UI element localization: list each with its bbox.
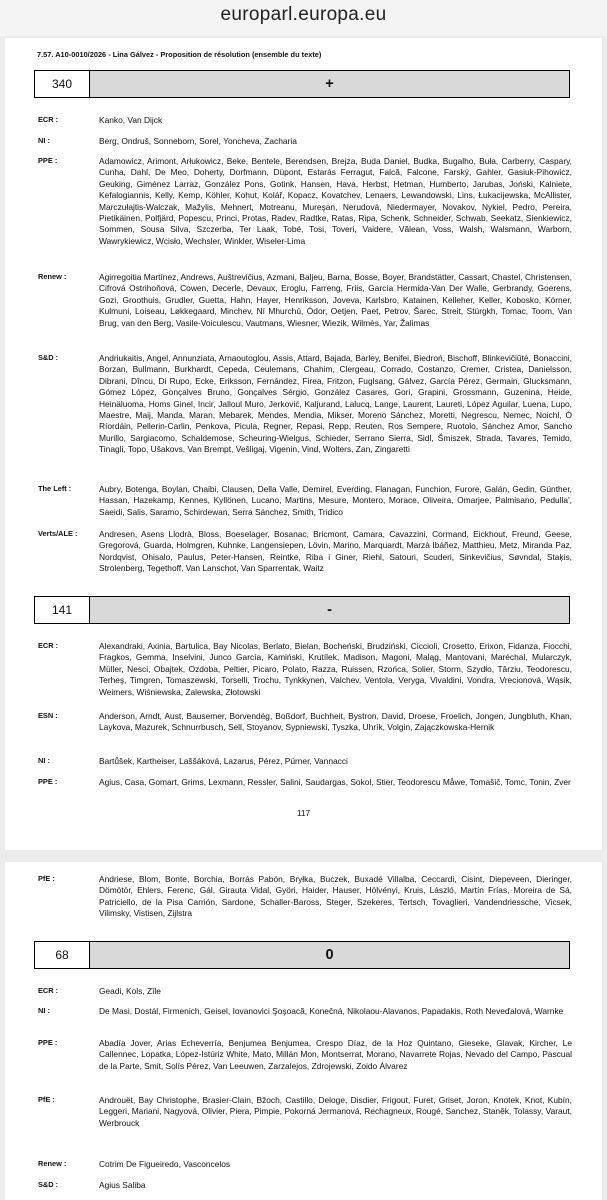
group-name: ECR : <box>38 115 59 124</box>
group-members: Androuët, Bay Christophe, Brasier-Clain, Bžoch, Castillo, Deloge, Disdier, Frigout, Furet, Griset, Joron, Knotek, Knot, Kubín, Leggeri, Mariani, Nagyová, Olivier, Piera, Pimpie, Pokorná Jermanová, Rechagneux, Rougé, Sanchez, Staněk, Tolassy, Varaut, Werbrouck <box>99 1095 572 1128</box>
group-row <box>38 156 572 247</box>
group-members: Andriukaitis, Angel, Annunziata, Arnaoutoglou, Assis, Attard, Bajada, Barley, Benifei, Biedroń, Bischoff, Blinkevičiūtė, Bonaccini, Borzan, Bullmann, Burkhardt, Cepeda, Ceulemans, Chahim, Clergeau, Corrado, Costanzo, Cremer, Cristea, Danielsson, Dibrani, Dîncu, Di Rupo, Ecke, Eriksson, Fernández, Firea, Fritzon, Fuglsang, Gálvez, García Pérez, Germain, Glucksmann, Gómez López, Gonçalves Bruno, Gonçalves Sérgio, González Casares, Gori, Grapini, Grossmann, Guzenina, Heide, Heinäluoma, Homs Ginel, Incir, Jalloul Muro, Jerković, Kaljurand, Lalucq, Lange, Laurent, Laureti, López Aguilar, Luena, Lupo, Maestre, Maij, Manda, Maran, Mebarek, Mendes, Mendia, Mikser, Moreno Sánchez, Moretti, Negrescu, Nemec, Noichl, Ó Ríordáin, Pellerin-Carlin, Penkova, Picula, Regner, Repasi, Repp, Reuten, Ros Sempere, Ruotolo, Sánchez Amor, Sancho Murillo, Sargiacomo, Schaldemose, Scheuring-Wielgus, Schieder, Serrano Sierra, Sidl, Šmiszek, Strada, Tavares, Temido, Tinagli, Topo, Ušakovs, Van Brempt, Vešligaj, Vigenin, Vind, Wolters, Zan, Zingaretti <box>99 353 572 455</box>
document-page-1 <box>5 38 602 850</box>
group-name: NI : <box>38 1006 50 1015</box>
group-name: PPE : <box>38 777 58 786</box>
group-row <box>38 1095 572 1129</box>
group-name: Verts/ALE : <box>38 529 78 538</box>
group-row <box>38 986 572 997</box>
group-row <box>38 1159 572 1170</box>
group-row <box>38 484 572 518</box>
group-name: PPE : <box>38 156 58 165</box>
url-text: europarl.europa.eu <box>220 4 387 25</box>
group-members: Alexandraki, Axinia, Bartulica, Bay Nicolas, Berlato, Bielan, Bocheński, Brudziński, Ciccioli, Crosetto, Erixon, Fidanza, Fiocchi, Fragkos, Gemma, Inselvini, Junco García, Kamiński, Krutílek, Madison, Magoni, Maląg, Mantovani, Maréchal, Mularczyk, Müller, Nesci, Obajtek, Ozdoba, Peltier, Picaro, Polato, Razza, Ruissen, Rzońca, Solier, Storm, Szydło, Târziu, Teodorescu, Terheş, Timgren, Tomaszewski, Torselli, Trochu, Tynkkynen, Valchev, Ventola, Veryga, Vivaldini, Vondra, Vrecionová, Wąsik, Weimers, Wiśniewska, Zalewska, Złotowski <box>99 641 572 697</box>
group-row <box>38 136 572 147</box>
group-members: Andresen, Asens Llodrà, Bloss, Boeselager, Bosanac, Bricmont, Camara, Cavazzini, Cormand, Eickhout, Freund, Geese, Gregorová, Guarda, Holmgren, Kuhnke, Langensiepen, Lövin, Marino, Marquardt, Marzà Ibáñez, Matthieu, Metz, Miranda Paz, Nordqvist, Ohisalo, Paulus, Peter-Hansen, Reintke, Riba i Giner, Riehl, Satouri, Scuderi, Sinkevičius, Søvndal, Staķis, Strolenberg, Tegethoff, Van Lanschot, Van Sparrentak, Waitz <box>99 529 572 574</box>
group-name: Renew : <box>38 272 67 281</box>
group-members: Cotrim De Figueiredo, Vasconcelos <box>99 1159 231 1169</box>
group-members: Kanko, Van Dijck <box>99 115 163 125</box>
group-members: Agirregoitia Martínez, Andrews, Auštrevičius, Azmani, Baljeu, Barna, Bosse, Boyer, Brandstätter, Cassart, Chastel, Christensen, Cifrová Ostrihoňová, Cowen, Decerle, Devaux, Eroglu, Farreng, Friis, García Hermida-Van Der Walle, Gerbrandy, Goerens, Gozi, Groothuis, Grudler, Guetta, Hahn, Hayer, Henriksson, Joveva, Karlsbro, Katainen, Kelleher, Keller, Kobosko, Körner, Kulmuni, Loiseau, Løkkegaard, Minchev, Ní Mhurchú, Ódor, Oetjen, Paet, Petrov, Šarec, Streit, Stürgkh, Tomac, Toom, Van Brug, van den Berg, Vasile-Voiculescu, Vautmans, Wiesner, Wiezik, Wilmès, Yar, Žalimas <box>99 272 572 328</box>
group-name: PfE : <box>38 1095 55 1104</box>
group-row <box>38 115 572 126</box>
group-members: Aubry, Botenga, Boylan, Chaibi, Clausen, Della Valle, Demirel, Everding, Flanagan, Funchion, Furore, Galán, Gedin, Günther, Hassan, Hazekamp, Kennes, Kyllönen, Lucano, Martins, Mesure, Montero, Morace, Oliveira, Omarjee, Palmisano, Pedulla', Saeidi, Salis, Saramo, Schirdewan, Serra Sánchez, Smith, Tridico <box>99 484 572 517</box>
group-name: ECR : <box>38 641 59 650</box>
vote-result-for <box>34 70 570 98</box>
group-row <box>38 777 572 788</box>
group-name: ESN : <box>38 711 58 720</box>
group-row <box>38 874 572 920</box>
vote-symbol: + <box>90 71 569 97</box>
group-row <box>38 1038 572 1072</box>
group-name: Renew : <box>38 1159 67 1168</box>
group-name: ECR : <box>38 986 59 995</box>
vote-count: 340 <box>35 71 90 97</box>
browser-url-bar[interactable] <box>0 0 607 36</box>
group-name: The Left : <box>38 484 72 493</box>
vote-result-abstention <box>34 941 570 969</box>
group-name: PfE : <box>38 874 55 883</box>
group-name: S&D : <box>38 353 59 362</box>
vote-symbol: - <box>90 597 569 623</box>
group-members: Agius, Casa, Gomart, Grims, Lexmann, Ressler, Salini, Saudargas, Sokol, Stier, Teodorescu Måwe, Tomašič, Tomc, Tonin, Zver <box>99 777 571 787</box>
vote-count: 141 <box>35 597 90 623</box>
group-name: PPE : <box>38 1038 58 1047</box>
vote-symbol: 0 <box>90 942 569 968</box>
group-row <box>38 353 572 456</box>
group-members: Anderson, Arndt, Aust, Bausemer, Borvendég, Boßdorf, Buchheit, Bystron, David, Droese, Froelich, Jongen, Jungbluth, Khan, Laykova, Mazurek, Schnurrbusch, Sell, Stoyanov, Sypniewski, Tyszka, Uhrík, Volgin, Zajączkowska-Hernik <box>99 711 572 733</box>
group-members: Abadía Jover, Arias Echeverría, Benjumea Benjumea, Crespo Díaz, de la Hoz Quintano, Gieseke, Glavak, Kircher, Le Callennec, Lopatka, López-Istúriz White, Mato, Millán Mon, Montserrat, Morano, Navarrete Rojas, Nevado del Campo, Pascual de la Parte, Smit, Solís Pérez, Van Leeuwen, Zarzalejos, Zdrojewski, Zoido Álvarez <box>99 1038 572 1071</box>
group-members: Agius Saliba <box>99 1180 146 1190</box>
group-members: Adamowicz, Arimont, Arłukowicz, Beke, Bentele, Berendsen, Brejza, Buda Daniel, Budka, Bugalho, Buła, Carberry, Caspary, Cunha, Dahl, De Meo, Doherty, Dorfmann, Düpont, Estarás Ferragut, Falcă, Falcone, Farský, Gahler, Gasiuk-Pihowicz, Geuking, Giménez Larraz, González Pons, Gotink, Hansen, Hava, Herbst, Hetman, Humberto, Jarubas, Joński, Kalniete, Kefalogiannis, Kelly, Kemp, Köhler, Kohut, Kolář, Kopacz, Kovatchev, Lenaers, Lewandowski, Lins, Łukacijewska, McAllister, Marczułajtis-Walczak, Mažylis, Mehnert, Motreanu, Mureşan, Nerudová, Niedermayer, Novakov, Nykiel, Pedro, Pereira, Pietikäinen, Polfjärd, Popescu, Princi, Protas, Radev, Radtke, Ratas, Ripa, Schenk, Schneider, Schwab, Seekatz, Sienkiewicz, Sommen, Sousa Silva, Szczerba, Ter Laak, Tobé, Tosi, Toveri, Vaidere, Vălean, Voss, Walsh, Walsmann, Warborn, Wawrykiewicz, Wcisło, Wechsler, Winkler, Wiseler-Lima <box>99 156 572 246</box>
group-name: NI : <box>38 756 50 765</box>
group-row <box>38 529 572 575</box>
vote-count: 68 <box>35 942 90 968</box>
vote-title: 7.57. A10-0010/2026 - Lina Gálvez - Proposition de résolution (ensemble du texte) <box>37 50 322 59</box>
group-row <box>38 272 572 329</box>
group-members: Andriese, Blom, Bonte, Borchia, Borrás Pabón, Bryłka, Buczek, Buxadé Villalba, Ceccardi, Cisint, Diepeveen, Dieringer, Dömötör, Ehlers, Ferenc, Gál, Girauta Vidal, Györi, Haider, Hauser, Hölvényi, Kruis, László, Martín Frías, Moreira de Sá, Patriciello, de la Pisa Carrión, Sardone, Schaller-Baross, Steger, Szekeres, Tertsch, Tovaglieri, Vandendriessche, Vicsek, Vilimsky, Vistisen, Zijlstra <box>99 874 572 919</box>
group-members: Berg, Ondruš, Sonneborn, Sorel, Yoncheva, Zacharia <box>99 136 297 146</box>
group-row <box>38 1180 572 1191</box>
group-row <box>38 756 572 767</box>
group-row <box>38 1006 572 1017</box>
group-members: Bartůšek, Kartheiser, Laššáková, Lazarus, Pérez, Pürner, Vannacci <box>99 756 348 766</box>
group-name: NI : <box>38 136 50 145</box>
vote-result-against <box>34 596 570 624</box>
group-row <box>38 641 572 698</box>
group-name: S&D : <box>38 1180 59 1189</box>
group-members: Geadi, Kols, Zīle <box>99 986 161 996</box>
page-number: 117 <box>296 808 311 818</box>
group-row <box>38 711 572 734</box>
group-members: De Masi, Dostál, Firmenich, Geisel, Iovanovici Şoşoacă, Konečná, Nikolaou-Alavanos, Papadakis, Roth Neveďalová, Warnke <box>99 1006 564 1016</box>
document-page-2 <box>5 862 602 1200</box>
